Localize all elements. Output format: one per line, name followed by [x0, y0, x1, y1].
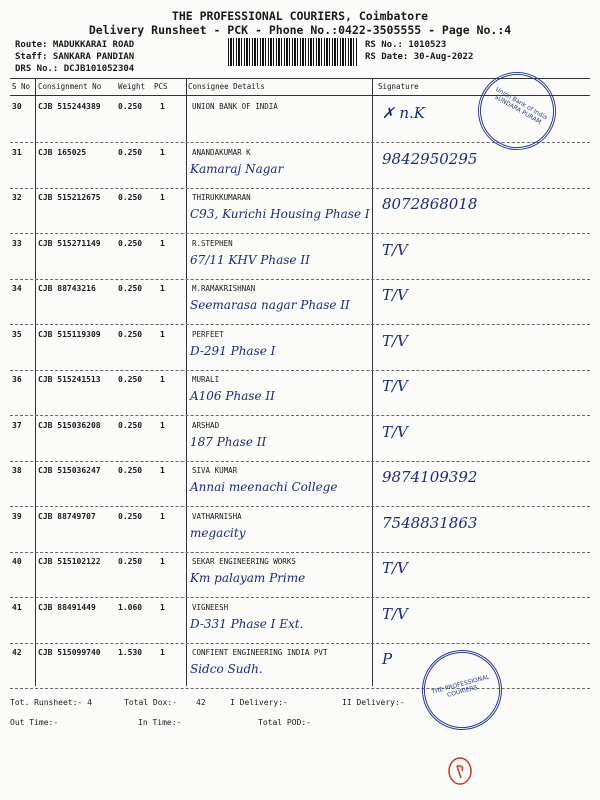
row-consignee-name: VATHARNISHA [192, 511, 242, 521]
row-weight: 0.250 [118, 238, 143, 248]
row-consignment-no: CJB 515102122 [38, 557, 101, 566]
row-signature: T/V [382, 286, 408, 304]
row-consignment-no: CJB 515241513 [38, 375, 101, 384]
row-weight: 0.250 [118, 284, 143, 293]
row-consignee-name: UNION BANK OF INDIA [192, 102, 278, 111]
row-sno: 40 [12, 557, 22, 566]
staff-label: Staff: SANKARA PANDIAN [15, 52, 135, 62]
row-sno: 34 [12, 284, 22, 293]
row-consignee-name: R.STEPHEN [192, 238, 233, 248]
row-signature: T/V [382, 331, 408, 350]
footer-ii-delivery: II Delivery:- [342, 698, 405, 707]
row-pcs: 1 [160, 557, 165, 566]
row-weight: 0.250 [118, 375, 143, 384]
row-pcs: 1 [160, 602, 165, 612]
table-row [10, 597, 590, 644]
row-consignment-no: CJB 88749707 [38, 511, 96, 521]
table-row [10, 142, 590, 189]
row-pcs: 1 [160, 284, 165, 293]
stamp-bottom-text: THE PROFESSIONAL COURIERS [430, 673, 491, 699]
row-sno: 36 [12, 375, 22, 384]
pen-mark-circle [446, 756, 474, 786]
row-consignee-address: Kamaraj Nagar [190, 161, 284, 176]
row-consignment-no: CJB 515036208 [38, 420, 101, 430]
row-consignee-name: CONFIENT ENGINEERING INDIA PVT [192, 648, 328, 657]
row-pcs: 1 [160, 648, 165, 657]
table-row [10, 551, 590, 598]
footer-total-pod: Total POD:- [258, 718, 311, 727]
stamp-top-text: Union Bank of India SUNDARA PURAM [493, 85, 549, 126]
row-consignee-name: MURALI [192, 375, 220, 384]
row-weight: 1.530 [118, 648, 143, 657]
row-weight: 0.250 [118, 420, 143, 430]
row-signature: 8072868018 [382, 195, 478, 213]
row-consignee-name: ARSHAD [192, 420, 220, 430]
table-row [10, 187, 590, 234]
rs-no-label: RS No.: 1010523 [365, 40, 447, 50]
row-consignment-no: CJB 515212675 [38, 193, 101, 202]
row-pcs: 1 [160, 375, 165, 384]
row-consignment-no: CJB 515244389 [38, 102, 101, 111]
row-consignment-no: CJB 165025 [38, 147, 87, 157]
row-pcs: 1 [160, 238, 165, 248]
row-sno: 41 [12, 602, 22, 612]
row-weight: 1.060 [118, 602, 143, 612]
row-signature: 7548831863 [382, 513, 478, 532]
row-consignee-name: VIGNEESH [192, 602, 229, 612]
row-signature: 9842950295 [382, 149, 478, 168]
row-consignee-address: Km palayam Prime [190, 571, 306, 585]
row-consignee-address: 67/11 KHV Phase II [190, 252, 310, 267]
row-consignment-no: CJB 515119309 [38, 329, 101, 339]
row-consignment-no: CJB 88743216 [38, 284, 96, 293]
col-sno: S No [12, 82, 31, 91]
row-pcs: 1 [160, 193, 165, 202]
row-weight: 0.250 [118, 511, 143, 521]
row-sno: 35 [12, 329, 22, 339]
row-sno: 37 [12, 420, 22, 430]
row-weight: 0.250 [118, 102, 143, 111]
col-consignment: Consignment No [38, 82, 102, 91]
col-weight: Weight [118, 82, 146, 91]
row-pcs: 1 [160, 466, 165, 475]
row-consignee-name: SIVA KUMAR [192, 466, 238, 475]
row-signature: T/V [382, 604, 408, 623]
table-row [10, 369, 590, 416]
row-pcs: 1 [160, 511, 165, 521]
row-sno: 42 [12, 648, 22, 657]
row-weight: 0.250 [118, 466, 143, 475]
row-consignee-address: Annai meenachi College [190, 480, 338, 494]
row-weight: 0.250 [118, 193, 143, 202]
row-consignee-name: M.RAMAKRISHNAN [192, 284, 256, 293]
row-consignee-address: Seemarasa nagar Phase II [190, 298, 350, 312]
drs-label: DRS No.: DCJB101052304 [15, 64, 135, 74]
row-consignee-address: Sidco Sudh. [190, 662, 263, 676]
table-row [10, 460, 590, 507]
row-pcs: 1 [160, 329, 165, 339]
col-pcs: PCS [154, 82, 168, 91]
row-consignment-no: CJB 88491449 [38, 602, 96, 612]
row-signature: P [382, 650, 393, 668]
row-consignee-address: D-331 Phase I Ext. [190, 616, 304, 631]
row-pcs: 1 [160, 147, 165, 157]
footer-i-delivery: I Delivery:- [230, 698, 288, 707]
row-weight: 0.250 [118, 147, 143, 157]
runsheet-title: THE PROFESSIONAL COURIERS, Coimbatore [171, 9, 429, 23]
table-row [10, 324, 590, 371]
footer-total-dox-label: Total Dox:- [124, 698, 177, 707]
footer-tot-runsheet: Tot. Runsheet:- 4 [10, 698, 92, 707]
table-row [10, 415, 590, 462]
footer-in-time: In Time:- [138, 718, 182, 727]
row-consignee-address: D-291 Phase I [190, 343, 276, 358]
row-consignee-name: ANANDAKUMAR K [192, 147, 251, 157]
col-consignee: Consignee Details [188, 82, 265, 91]
row-signature: 9874109392 [382, 468, 478, 486]
table-row [10, 642, 590, 689]
row-consignee-name: PERFEET [192, 329, 224, 339]
row-consignee-address: megacity [190, 525, 246, 540]
row-pcs: 1 [160, 420, 165, 430]
runsheet-subtitle: Delivery Runsheet - PCK - Phone No.:0422-3505555 - Page No.:4 [88, 23, 512, 37]
row-consignee-name: SEKAR ENGINEERING WORKS [192, 557, 296, 566]
row-sno: 33 [12, 238, 22, 248]
row-signature: T/V [382, 240, 408, 259]
row-signature: T/V [382, 377, 408, 395]
row-consignment-no: CJB 515271149 [38, 238, 101, 248]
row-consignment-no: CJB 515099740 [38, 648, 101, 657]
row-signature: ✗ n.K [382, 104, 425, 122]
row-sno: 38 [12, 466, 22, 475]
row-consignee-address: 187 Phase II [190, 434, 267, 449]
row-signature: T/V [382, 422, 408, 441]
row-consignee-address: A106 Phase II [190, 389, 275, 403]
row-sno: 31 [12, 147, 22, 157]
row-sno: 30 [12, 102, 22, 111]
footer-total-dox: 42 [196, 698, 206, 707]
row-signature: T/V [382, 559, 408, 577]
rs-date-label: RS Date: 30-Aug-2022 [365, 52, 474, 62]
route-label: Route: MADUKKARAI ROAD [15, 40, 135, 50]
row-consignee-address: C93, Kurichi Housing Phase I [190, 207, 370, 221]
row-sno: 32 [12, 193, 22, 202]
row-consignee-name: THIRUKKUMARAN [192, 193, 251, 202]
row-pcs: 1 [160, 102, 165, 111]
footer-out-time: Out Time:- [10, 718, 59, 727]
row-weight: 0.250 [118, 557, 143, 566]
row-weight: 0.250 [118, 329, 143, 339]
row-sno: 39 [12, 511, 22, 521]
barcode-image [228, 38, 358, 66]
table-row [10, 278, 590, 325]
col-signature: Signature [378, 82, 419, 91]
table-row [10, 506, 590, 553]
table-row [10, 233, 590, 280]
row-consignment-no: CJB 515036247 [38, 466, 101, 475]
